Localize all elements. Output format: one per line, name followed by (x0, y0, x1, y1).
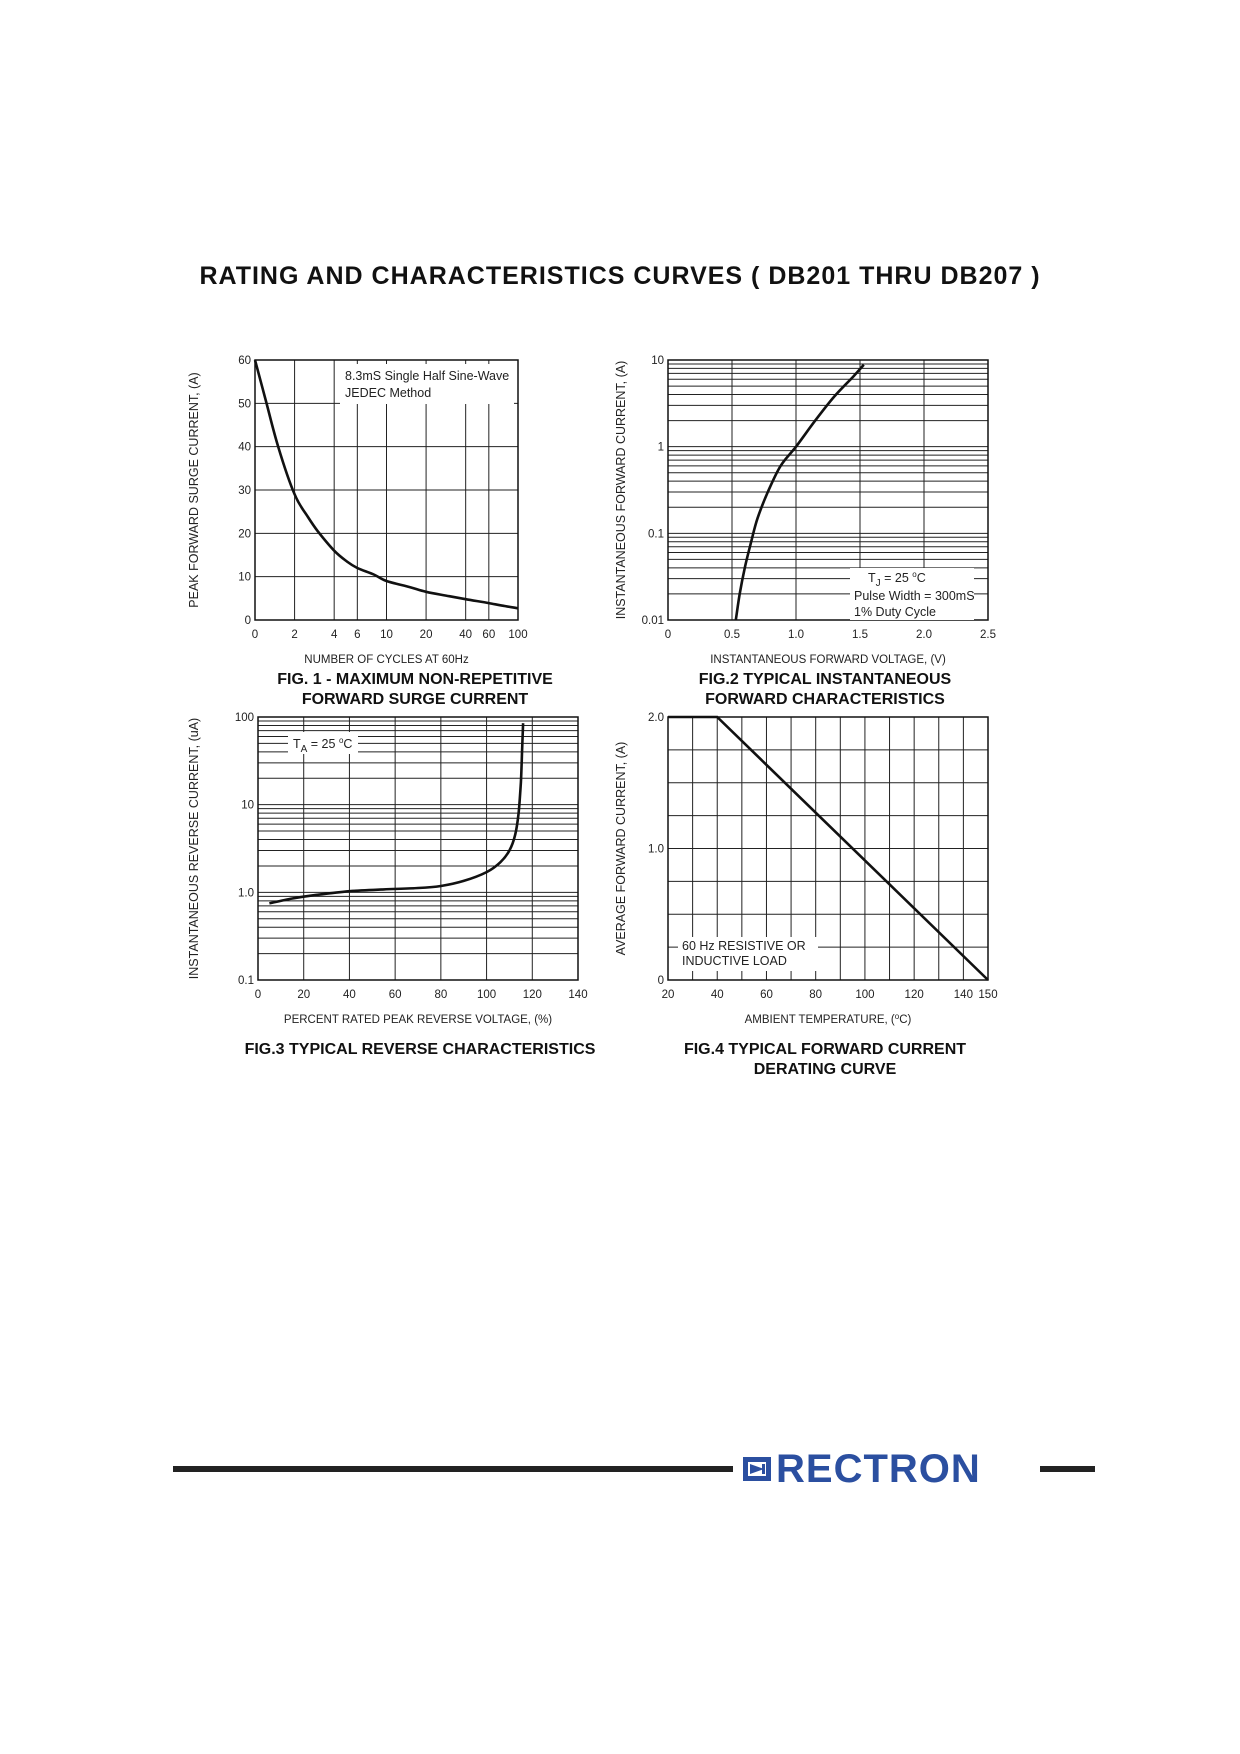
fig4-xtick-label: 100 (855, 989, 875, 1001)
fig2-xtick-label: 2.5 (980, 629, 996, 641)
fig2-xtick-label: 1.5 (852, 629, 868, 641)
fig2-ylabel: INSTANTANEOUS FORWARD CURRENT, (A) (614, 360, 628, 620)
fig4-xtick-label: 40 (710, 989, 724, 1001)
fig3-chart (180, 705, 600, 1035)
fig4-xtick-label: 140 (953, 989, 973, 1001)
fig3-ytick-label: 100 (234, 712, 254, 724)
fig1-caption-line-2: FORWARD SURGE CURRENT (301, 691, 529, 708)
fig3-caption (240, 1040, 600, 1060)
rectron-mark-icon (742, 1456, 772, 1482)
brand-name: RECTRON (776, 1446, 981, 1491)
footer-rule-left (173, 1466, 733, 1472)
fig3-xtick-label: 60 (388, 989, 402, 1001)
fig4-note-line: INDUCTIVE LOAD (682, 954, 787, 968)
fig1-xtick-label: 2 (291, 629, 298, 641)
fig3-ylabel: INSTANTANEOUS REVERSE CURRENT, (uA) (187, 717, 201, 980)
fig4-chart (610, 705, 1010, 1035)
fig2-ytick-label: 0.01 (641, 615, 664, 627)
fig1-xtick-label: 0 (251, 629, 259, 641)
fig1-ytick-label: 30 (238, 485, 251, 497)
fig1-note-line: JEDEC Method (345, 386, 432, 400)
fig1-ytick-label: 60 (238, 355, 251, 367)
fig2-note-line: Pulse Width = 300mS (854, 589, 975, 603)
fig1-xtick-label: 40 (459, 629, 473, 641)
fig2-note-line: 1% Duty Cycle (854, 605, 936, 619)
fig1-ytick-label: 0 (244, 615, 251, 627)
fig2-chart (610, 350, 1010, 670)
fig1-caption (250, 670, 580, 710)
fig2-ytick-label: 10 (651, 355, 664, 367)
fig1-caption-line-1: FIG. 1 - MAXIMUM NON-REPETITIVE (277, 671, 553, 688)
fig1-xtick-label: 100 (508, 629, 528, 641)
fig3-xtick-label: 120 (522, 989, 542, 1001)
fig3-caption-line-1: FIG.3 TYPICAL REVERSE CHARACTERISTICS (244, 1041, 596, 1058)
fig3-xtick-label: 80 (434, 989, 448, 1001)
fig2-xtick-label: 0.5 (724, 629, 740, 641)
fig2-caption (660, 670, 990, 710)
fig2-xtick-label: 1.0 (788, 629, 804, 641)
fig2-caption-line-2: FORWARD CHARACTERISTICS (705, 691, 945, 708)
fig2-note-tj: $T_J = 25$ $^o$C (868, 570, 926, 589)
fig1-ytick-label: 50 (238, 398, 251, 411)
fig1-xtick-label: 6 (354, 629, 361, 641)
fig4-xtick-label: 150 (978, 989, 998, 1001)
fig2-xtick-label: 2.0 (916, 629, 932, 641)
fig1-ylabel: PEAK FORWARD SURGE CURRENT, (A) (187, 372, 201, 608)
fig2-ytick-label: 1 (657, 441, 664, 454)
fig4-caption-line-1: FIG.4 TYPICAL FORWARD CURRENT (683, 1041, 967, 1058)
fig1-xtick-label: 60 (482, 629, 496, 641)
footer-rule-right (1040, 1466, 1095, 1472)
fig4-xlabel: AMBIENT TEMPERATURE, ($^o$C) (744, 1012, 912, 1026)
fig4-ylabel: AVERAGE FORWARD CURRENT, (A) (614, 741, 628, 956)
fig1-xtick-label: 20 (419, 629, 433, 641)
fig3-frame (258, 717, 578, 980)
fig4-xtick-label: 60 (760, 989, 773, 1001)
fig3-xtick-label: 40 (343, 989, 356, 1001)
fig4-xtick-label: 20 (661, 989, 675, 1001)
brand-logo (742, 1448, 981, 1490)
fig2-ytick-label: 0.1 (648, 528, 664, 541)
fig4-ytick-label: 2.0 (648, 712, 664, 724)
fig2-xlabel: INSTANTANEOUS FORWARD VOLTAGE, (V) (710, 654, 946, 666)
fig3-xtick-label: 100 (476, 989, 497, 1001)
page-title: RATING AND CHARACTERISTICS CURVES ( DB201 THRU DB207 ) (199, 262, 1041, 290)
fig1-ytick-label: 20 (238, 528, 251, 541)
fig2-xtick-label: 0 (664, 629, 672, 641)
fig1-xtick-label: 10 (380, 629, 393, 641)
fig4-xtick-label: 80 (809, 989, 823, 1001)
fig1-ytick-label: 40 (238, 441, 251, 454)
fig3-note-ta: $T_A = 25$ $^o$C (293, 736, 353, 755)
fig3-ytick-label: 1.0 (238, 887, 254, 900)
fig1-chart (180, 350, 600, 670)
fig1-xtick-label: 4 (330, 629, 338, 641)
fig4-xtick-label: 120 (904, 989, 924, 1001)
fig4-note-line: 60 Hz RESISTIVE OR (682, 939, 806, 953)
fig1-note-line: 8.3mS Single Half Sine-Wave (345, 369, 510, 383)
fig4-caption (660, 1040, 990, 1080)
fig3-ytick-label: 10 (241, 799, 254, 812)
fig3-ytick-label: 0.1 (238, 975, 254, 987)
fig3-xtick-label: 20 (297, 989, 311, 1001)
fig3-xtick-label: 140 (568, 989, 588, 1001)
fig4-ytick-label: 0 (657, 975, 664, 987)
fig2-caption-line-1: FIG.2 TYPICAL INSTANTANEOUS (698, 671, 952, 688)
fig3-xlabel: PERCENT RATED PEAK REVERSE VOLTAGE, (%) (283, 1014, 553, 1026)
fig4-caption-line-2: DERATING CURVE (753, 1061, 897, 1078)
fig3-xtick-label: 0 (254, 989, 262, 1001)
fig1-ytick-label: 10 (238, 571, 251, 584)
fig4-ytick-label: 1.0 (648, 843, 664, 856)
fig1-xlabel: NUMBER OF CYCLES AT 60Hz (304, 654, 469, 666)
